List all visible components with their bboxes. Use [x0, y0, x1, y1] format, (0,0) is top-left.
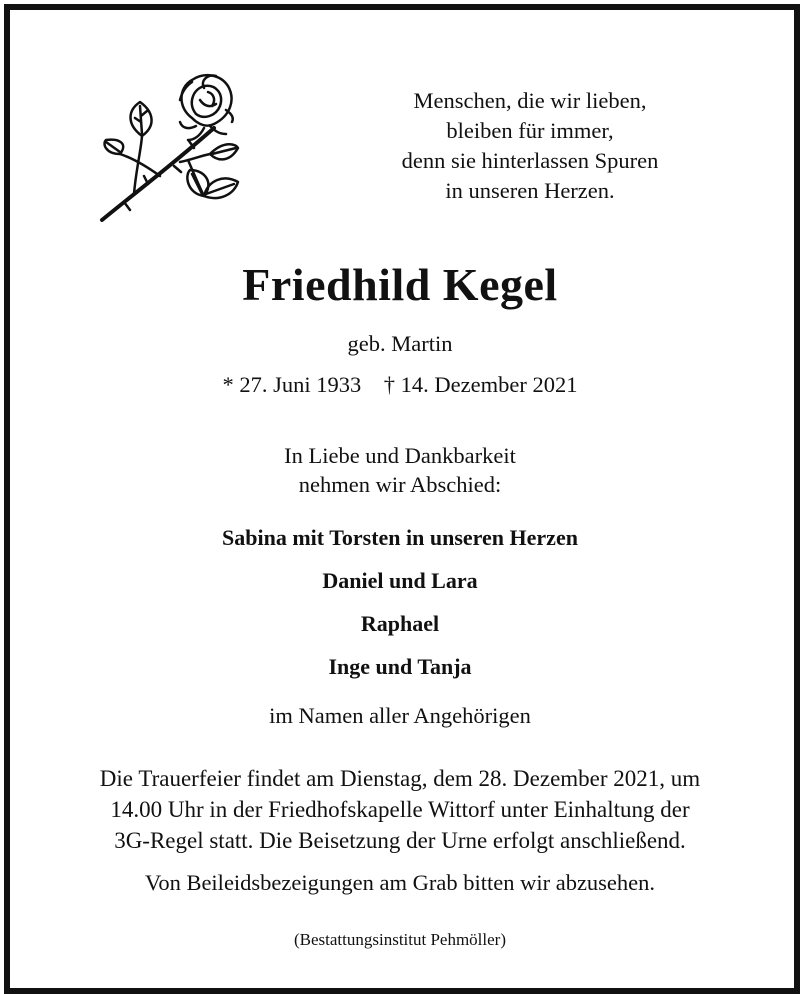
intro-line: In Liebe und Dankbarkeit: [284, 443, 516, 468]
mourner-entry: Raphael: [360, 611, 440, 636]
poem-line: in unseren Herzen.: [445, 178, 615, 203]
mourner-entry: Daniel und Lara: [322, 568, 478, 593]
life-dates: * 27. Juni 1933 † 14. Dezember 2021: [222, 372, 578, 397]
on-behalf-line: im Namen aller Angehörigen: [269, 703, 531, 728]
rose-icon: [96, 70, 246, 230]
service-line: 14.00 Uhr in der Friedhofskapelle Wittorf unter Einhaltung der: [110, 797, 690, 822]
service-line: 3G-Regel statt. Die Beisetzung der Urne erfolgt anschließend.: [114, 828, 686, 853]
farewell-intro: [0, 441, 800, 499]
poem-line: Menschen, die wir lieben,: [413, 88, 647, 113]
condolence-note: Von Beileidsbezeigungen am Grab bitten wir abzusehen.: [144, 870, 656, 895]
mourner-entry: Inge und Tanja: [328, 654, 472, 679]
poem-line: bleiben für immer,: [446, 118, 614, 143]
poem-line: denn sie hinterlassen Spuren: [401, 148, 659, 173]
funeral-home: (Bestattungsinstitut Pehmöller): [293, 930, 506, 949]
birth-name: geb. Martin: [347, 331, 453, 356]
mourners-list: [0, 522, 800, 694]
mourner-entry: Sabina mit Torsten in unseren Herzen: [222, 525, 578, 550]
intro-line: nehmen wir Abschied:: [298, 472, 502, 497]
deceased-name: Friedhild Kegel: [242, 259, 558, 310]
service-line: Die Trauerfeier findet am Dienstag, dem 28. Dezember 2021, um: [99, 766, 701, 791]
poem: [350, 86, 710, 206]
service-details: [0, 763, 800, 856]
